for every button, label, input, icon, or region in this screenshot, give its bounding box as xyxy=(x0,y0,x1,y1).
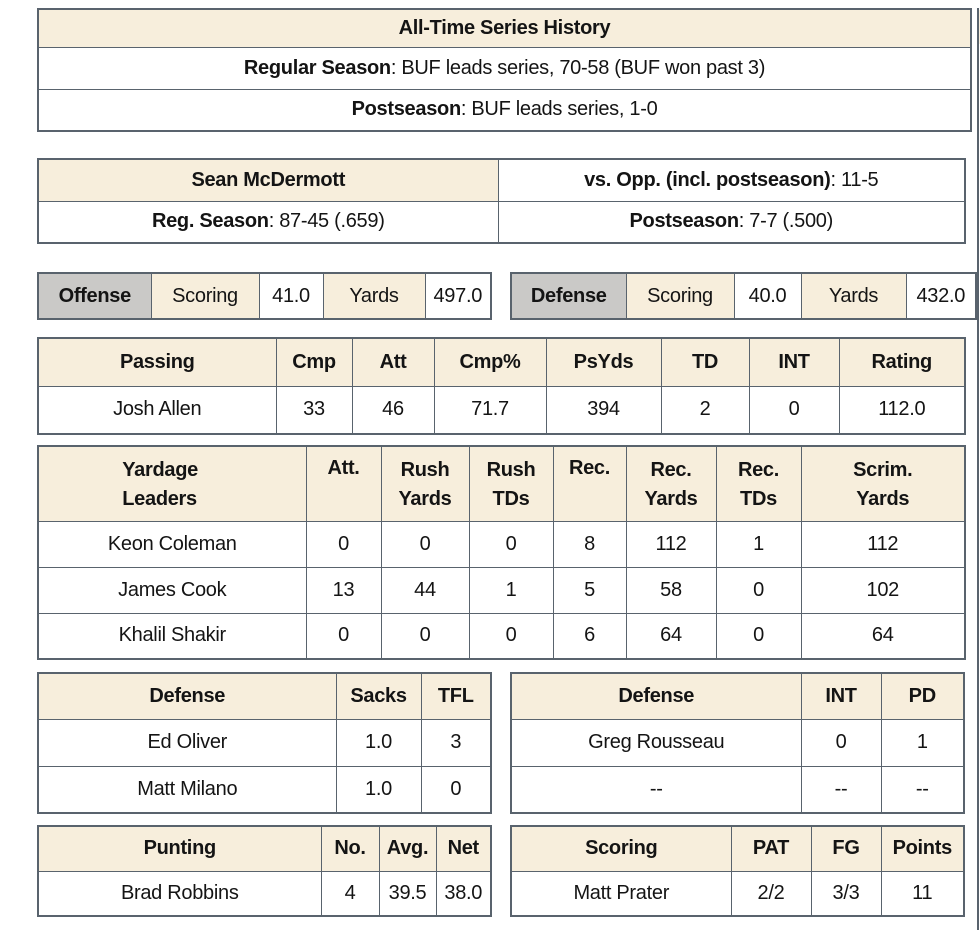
stat-cell: 44 xyxy=(381,567,469,613)
stat-cell: 2/2 xyxy=(731,871,811,916)
header-cell: PD xyxy=(881,673,964,719)
player-name-cell: Keon Coleman xyxy=(38,521,306,567)
stat-cell: 0 xyxy=(749,386,839,434)
table-row xyxy=(511,273,976,319)
stat-cell: 0 xyxy=(469,613,553,659)
stat-value-cell: 497.0 xyxy=(425,273,491,319)
stat-cell: 0 xyxy=(381,521,469,567)
series-history-table xyxy=(37,8,972,132)
table-row xyxy=(38,719,491,766)
table-row xyxy=(38,89,971,131)
stat-cell: 0 xyxy=(421,766,491,813)
header-label: Rush Yards xyxy=(398,459,452,510)
table-row xyxy=(38,567,965,613)
table-row xyxy=(511,766,964,813)
header-cell xyxy=(469,446,553,521)
header-cell: PAT xyxy=(731,826,811,871)
header-label: Rush TDs xyxy=(486,459,536,510)
table-row xyxy=(38,766,491,813)
reg-season-record-cell xyxy=(38,201,498,243)
table-row xyxy=(38,47,971,89)
row-label: vs. Opp. (incl. postseason) xyxy=(584,168,831,191)
stat-cell: 38.0 xyxy=(436,871,491,916)
right-edge-divider xyxy=(977,8,979,930)
stat-cell: 1.0 xyxy=(336,719,421,766)
stat-cell: 0 xyxy=(801,719,881,766)
separator: : xyxy=(390,56,402,79)
stat-cell: 0 xyxy=(716,613,801,659)
stat-cell: 0 xyxy=(469,521,553,567)
stat-cell: 3/3 xyxy=(811,871,881,916)
header-label: Rec. Yards xyxy=(644,459,698,510)
stat-value-cell: 40.0 xyxy=(734,273,801,319)
stat-label-cell: Yards xyxy=(323,273,425,319)
header-cell: FG xyxy=(811,826,881,871)
separator: : xyxy=(830,168,842,191)
scoring-table xyxy=(510,825,963,917)
table-header-row xyxy=(38,9,971,47)
punting-table xyxy=(37,825,490,917)
table-row xyxy=(38,871,491,916)
stat-cell: -- xyxy=(801,766,881,813)
stat-cell: 112.0 xyxy=(839,386,965,434)
row-label: Postseason xyxy=(629,210,739,233)
separator: : xyxy=(460,98,472,121)
postseason-record-cell xyxy=(498,201,965,243)
stat-cell: 102 xyxy=(801,567,965,613)
header-cell: INT xyxy=(801,673,881,719)
defense-sacks-table xyxy=(37,672,490,814)
coach-record-table xyxy=(37,158,964,244)
stat-cell: 13 xyxy=(306,567,381,613)
stat-cell: 0 xyxy=(306,613,381,659)
header-cell xyxy=(801,446,965,521)
header-cell: PsYds xyxy=(546,338,661,386)
table-header-row xyxy=(511,826,964,871)
stat-cell: 112 xyxy=(626,521,716,567)
stat-cell: 1 xyxy=(469,567,553,613)
stat-cell: 1.0 xyxy=(336,766,421,813)
header-label: Rec. TDs xyxy=(737,459,780,510)
table-row xyxy=(38,201,965,243)
stat-cell: 1 xyxy=(716,521,801,567)
row-value: 7-7 (.500) xyxy=(749,210,833,233)
row-value: BUF leads series, 1-0 xyxy=(471,98,658,121)
stat-value-cell: 41.0 xyxy=(259,273,323,319)
stat-cell: 11 xyxy=(881,871,964,916)
table-header-row xyxy=(38,338,965,386)
postseason-series-cell xyxy=(38,89,971,131)
offense-summary-strip xyxy=(37,272,490,320)
header-label: Yardage Leaders xyxy=(122,459,198,510)
stat-cell: 46 xyxy=(352,386,434,434)
table-row xyxy=(38,521,965,567)
stat-cell: 0 xyxy=(306,521,381,567)
header-cell: TFL xyxy=(421,673,491,719)
stat-value-cell: 432.0 xyxy=(906,273,976,319)
series-history-title: All-Time Series History xyxy=(38,9,971,47)
table-header-row xyxy=(511,673,964,719)
player-name-cell: Matt Milano xyxy=(38,766,336,813)
player-name-cell: Greg Rousseau xyxy=(511,719,801,766)
yardage-leaders-table xyxy=(37,445,964,660)
header-cell: Defense xyxy=(38,673,336,719)
defense-int-table xyxy=(510,672,963,814)
stat-cell: -- xyxy=(881,766,964,813)
player-name-cell: Brad Robbins xyxy=(38,871,321,916)
player-name-cell: James Cook xyxy=(38,567,306,613)
row-value: 11-5 xyxy=(841,168,879,191)
stat-label-cell: Scoring xyxy=(626,273,734,319)
header-cell: Sacks xyxy=(336,673,421,719)
stat-cell: 64 xyxy=(626,613,716,659)
header-cell: Points xyxy=(881,826,964,871)
coach-name-cell: Sean McDermott xyxy=(38,159,498,201)
defense-summary-strip xyxy=(510,272,975,320)
header-cell: Avg. xyxy=(379,826,436,871)
stat-cell: 0 xyxy=(716,567,801,613)
table-row xyxy=(38,386,965,434)
header-cell: Punting xyxy=(38,826,321,871)
stat-cell: 33 xyxy=(276,386,352,434)
header-cell: Scoring xyxy=(511,826,731,871)
vs-opp-cell xyxy=(498,159,965,201)
header-cell: Att. xyxy=(306,446,381,521)
header-cell xyxy=(381,446,469,521)
stat-cell: 3 xyxy=(421,719,491,766)
player-name-cell: Ed Oliver xyxy=(38,719,336,766)
stat-cell: 112 xyxy=(801,521,965,567)
stat-cell: 4 xyxy=(321,871,379,916)
row-value: BUF leads series, 70-58 (BUF won past 3) xyxy=(401,56,766,79)
table-header-row xyxy=(38,446,965,521)
player-name-cell: Josh Allen xyxy=(38,386,276,434)
stat-cell: 64 xyxy=(801,613,965,659)
stat-label-cell: Yards xyxy=(801,273,906,319)
header-cell: Defense xyxy=(511,673,801,719)
stat-label-cell: Scoring xyxy=(151,273,259,319)
header-cell: No. xyxy=(321,826,379,871)
header-cell: INT xyxy=(749,338,839,386)
stat-cell: 0 xyxy=(381,613,469,659)
stat-cell: 8 xyxy=(553,521,626,567)
header-cell xyxy=(716,446,801,521)
header-cell: TD xyxy=(661,338,749,386)
table-header-row xyxy=(38,673,491,719)
regular-season-series-cell xyxy=(38,47,971,89)
header-cell: Att xyxy=(352,338,434,386)
row-label: Regular Season xyxy=(243,56,391,79)
separator: : xyxy=(268,210,280,233)
offense-title-cell: Offense xyxy=(38,273,151,319)
header-cell xyxy=(626,446,716,521)
separator: : xyxy=(738,210,750,233)
passing-table xyxy=(37,337,964,435)
table-header-row xyxy=(38,826,491,871)
table-row xyxy=(38,273,491,319)
stat-cell: 58 xyxy=(626,567,716,613)
header-cell xyxy=(38,446,306,521)
header-label: Scrim. Yards xyxy=(853,459,913,510)
stat-cell: 394 xyxy=(546,386,661,434)
stat-cell: 6 xyxy=(553,613,626,659)
table-row xyxy=(38,613,965,659)
table-row xyxy=(511,719,964,766)
header-cell: Cmp% xyxy=(434,338,546,386)
table-header-row xyxy=(38,159,965,201)
stat-cell: 2 xyxy=(661,386,749,434)
stat-cell: 71.7 xyxy=(434,386,546,434)
stat-cell: 5 xyxy=(553,567,626,613)
header-cell: Net xyxy=(436,826,491,871)
header-cell: Rating xyxy=(839,338,965,386)
header-cell: Cmp xyxy=(276,338,352,386)
player-name-cell: Khalil Shakir xyxy=(38,613,306,659)
row-label: Postseason xyxy=(351,98,461,121)
player-name-cell: -- xyxy=(511,766,801,813)
player-name-cell: Matt Prater xyxy=(511,871,731,916)
stat-cell: 39.5 xyxy=(379,871,436,916)
row-value: 87-45 (.659) xyxy=(279,210,385,233)
row-label: Reg. Season xyxy=(151,210,269,233)
defense-title-cell: Defense xyxy=(511,273,626,319)
header-cell: Rec. xyxy=(553,446,626,521)
table-row xyxy=(511,871,964,916)
header-cell: Passing xyxy=(38,338,276,386)
stat-cell: 1 xyxy=(881,719,964,766)
